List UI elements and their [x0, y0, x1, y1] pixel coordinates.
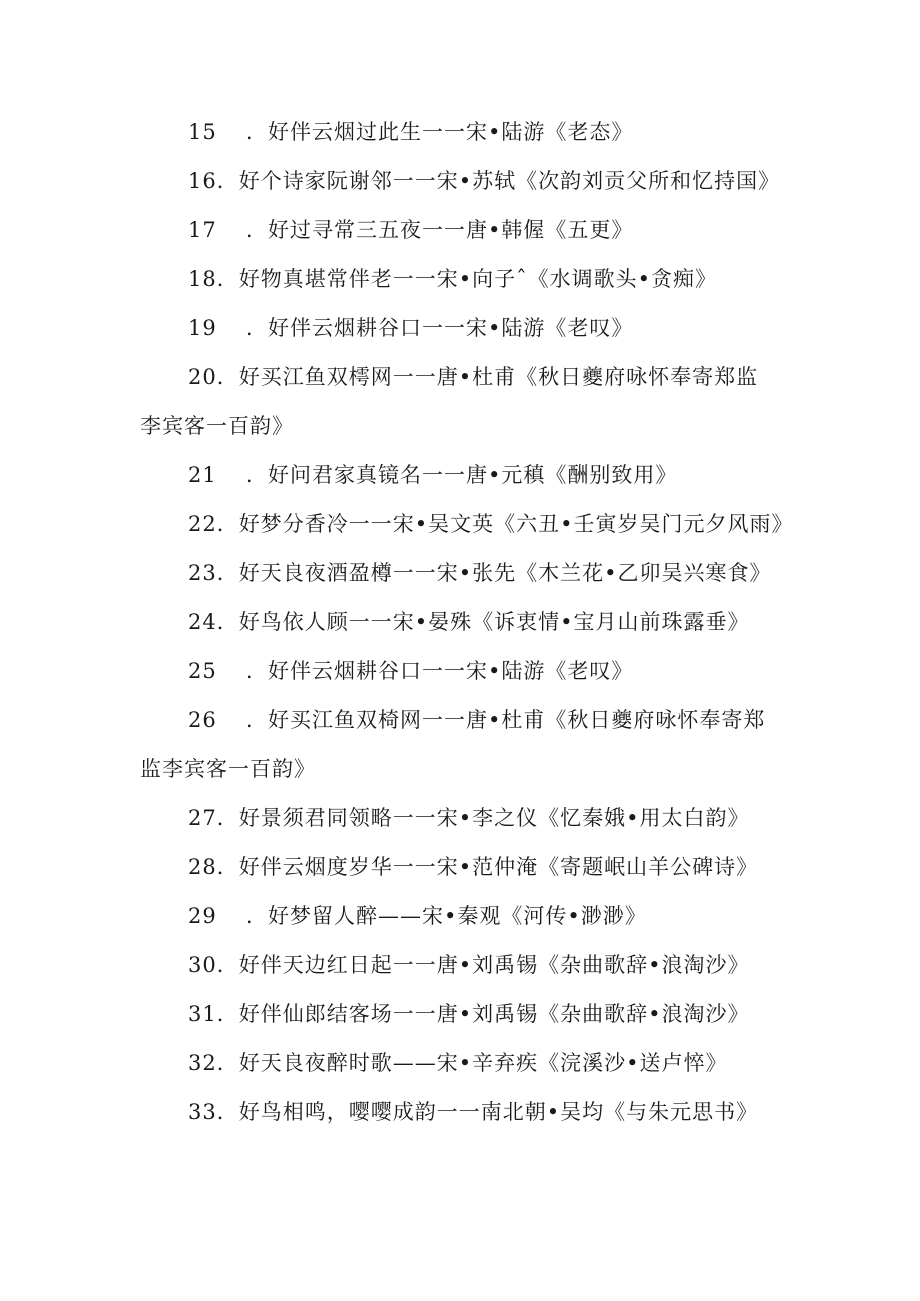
list-item	[140, 1039, 800, 1088]
item-text: ．好伴云烟耕谷口一一宋•陆游《老叹》	[246, 659, 634, 683]
item-continuation: 监李宾客一百韵》	[140, 757, 316, 781]
list-item	[140, 549, 800, 598]
item-text: ．好伴天边红日起一一唐•刘禹锡《杂曲歌辞•浪淘沙》	[216, 953, 750, 977]
item-text: ．好伴仙郎结客场一一唐•刘禹锡《杂曲歌辞•浪淘沙》	[216, 1002, 750, 1026]
item-number: 27	[188, 806, 217, 830]
list-item	[140, 598, 800, 647]
item-number: 22	[188, 512, 217, 536]
list-item	[140, 794, 800, 843]
item-text: ．好买江鱼双樗网一一唐•杜甫《秋日夔府咏怀奉寄郑监	[216, 365, 759, 389]
item-number: 25	[188, 659, 217, 683]
item-number: 23	[188, 561, 217, 585]
item-text: ．好梦分香冷一一宋•吴文英《六丑•壬寅岁吴门元夕风雨》	[216, 512, 794, 536]
item-number: 15	[188, 120, 217, 144]
item-text: ．好个诗家阮谢邻一一宋•苏轼《次韵刘贡父所和忆持国》	[216, 169, 781, 193]
list-item	[140, 843, 800, 892]
item-number: 17	[188, 218, 217, 242]
item-number: 21	[188, 463, 217, 487]
list-item	[140, 304, 800, 353]
list-item	[140, 353, 800, 402]
list-item	[140, 647, 800, 696]
list-item	[140, 941, 800, 990]
item-text: ．好天良夜醉时歌——宋•辛弃疾《浣溪沙•送卢悴》	[216, 1051, 728, 1075]
item-text: ．好物真堪常伴老一一宋•向子ˆ《水调歌头•贪痴》	[216, 267, 718, 291]
item-number: 19	[188, 316, 217, 340]
list-item	[140, 696, 800, 745]
item-text: ．好过寻常三五夜一一唐•韩偓《五更》	[246, 218, 634, 242]
list-item	[140, 206, 800, 255]
item-number: 20	[188, 365, 217, 389]
list-item	[140, 255, 800, 304]
item-continuation: 李宾客一百韵》	[140, 414, 294, 438]
item-text: ．好伴云烟度岁华一一宋•范仲淹《寄题岷山羊公碑诗》	[216, 855, 759, 879]
item-number: 30	[188, 953, 217, 977]
list-item	[140, 157, 800, 206]
item-text: ．好鸟相鸣，嘤嘤成韵一一南北朝•吴均《与朱元思书》	[216, 1100, 759, 1124]
item-number: 28	[188, 855, 217, 879]
item-text: ．好伴云烟过此生一一宋•陆游《老态》	[246, 120, 634, 144]
item-number: 32	[188, 1051, 217, 1075]
item-text: ．好景须君同领略一一宋•李之仪《忆秦娥•用太白韵》	[216, 806, 750, 830]
list-item	[140, 1088, 800, 1137]
item-number: 26	[188, 708, 217, 732]
item-text: ．好买江鱼双椅网一一唐•杜甫《秋日夔府咏怀奉寄郑	[246, 708, 766, 732]
item-number: 33	[188, 1100, 217, 1124]
item-number: 16	[188, 169, 217, 193]
item-number: 31	[188, 1002, 217, 1026]
item-number: 29	[188, 904, 217, 928]
list-item	[140, 892, 800, 941]
list-item	[140, 990, 800, 1039]
item-text: ．好梦留人醉——宋•秦观《河传•渺渺》	[246, 904, 647, 928]
item-text: ．好伴云烟耕谷口一一宋•陆游《老叹》	[246, 316, 634, 340]
item-number: 24	[188, 610, 217, 634]
list-item	[140, 108, 800, 157]
item-text: ．好鸟依人顾一一宋•晏殊《诉衷情•宝月山前珠露垂》	[216, 610, 750, 634]
item-text: ．好问君家真镜名一一唐•元稹《酬别致用》	[246, 463, 678, 487]
list-item	[140, 500, 800, 549]
item-text: ．好天良夜酒盈樽一一宋•张先《木兰花•乙卯吴兴寒食》	[216, 561, 772, 585]
poem-line-list	[140, 108, 800, 1137]
list-item	[140, 451, 800, 500]
item-number: 18	[188, 267, 217, 291]
